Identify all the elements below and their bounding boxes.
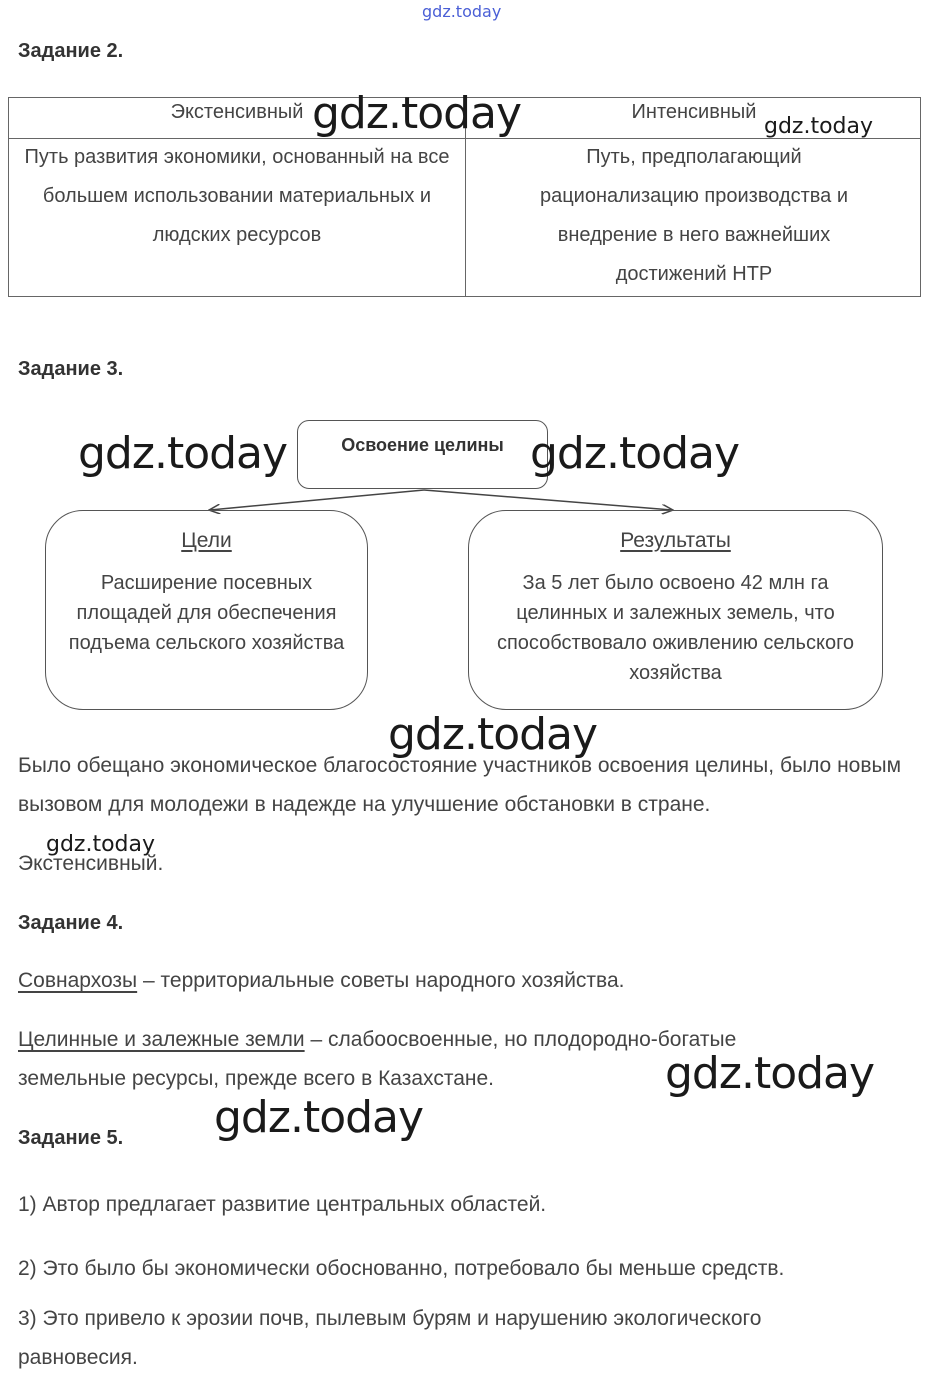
list-item: 3) Это привело к эрозии почв, пылевым бурям и нарушению экологического равновесия. (18, 1307, 762, 1369)
watermark: gdz.today (46, 832, 156, 857)
table-cell-extensive: Путь развития экономики, основанный на все большем использовании материальных и людских ресурсов (24, 146, 450, 246)
diagram-root-box (297, 420, 548, 489)
diagram-results-box (468, 510, 883, 710)
table-cell-intensive: Путь, предполагающий рационализацию производства и внедрение в него важнейших достижений НТР (539, 146, 849, 285)
watermark: gdz.today (665, 1048, 875, 1099)
task3-heading: Задание 3. (18, 358, 124, 380)
diagram-goals-title: Цели (181, 529, 232, 552)
diagram-goals-text: Расширение посевных площадей для обеспечения подъема сельского хозяйства (68, 572, 345, 654)
list-item: 2) Это было бы экономически обоснованно, потребовало бы меньше средств. (18, 1257, 785, 1280)
diagram-results-text: За 5 лет было освоено 42 млн га целинных и залежных земель, что способствовало оживлению сельского хозяйства (496, 572, 855, 684)
watermark: gdz.today (530, 428, 740, 479)
watermark: gdz.today (78, 428, 288, 479)
definition: – слабоосвоенные, но плодородно-богатые земельные ресурсы, прежде всего в Казахстане. (18, 1028, 737, 1090)
diagram-goals-box (45, 510, 368, 710)
task5-heading: Задание 5. (18, 1127, 124, 1149)
watermark: gdz.today (214, 1092, 424, 1143)
task3-answer: Экстенсивный. (18, 852, 164, 875)
watermark: gdz.today (764, 114, 874, 139)
task3-paragraph: Было обещано экономическое благосостояние участников освоения целины, было новым вызовом для молодежи в надежде на улучшение обстановки в стране. (18, 754, 902, 816)
definition: – территориальные советы народного хозяйства. (137, 969, 625, 992)
diagram-root-label: Освоение целины (341, 435, 504, 455)
term-definition (18, 961, 918, 1000)
task4-heading: Задание 4. (18, 912, 124, 934)
table-header-intensive: Интенсивный (631, 101, 757, 123)
table-header-extensive: Экстенсивный (170, 101, 304, 123)
arrow-to-goals (210, 490, 424, 510)
arrow-to-results (424, 490, 672, 510)
task2-heading: Задание 2. (18, 40, 124, 62)
watermark-top: gdz.today (422, 2, 502, 21)
term: Целинные и залежные земли (18, 1028, 305, 1051)
diagram-results-title: Результаты (620, 529, 731, 552)
term: Совнархозы (18, 969, 138, 992)
watermark: gdz.today (388, 709, 598, 760)
watermark: gdz.today (312, 88, 522, 139)
list-item: 1) Автор предлагает развитие центральных областей. (18, 1193, 547, 1216)
